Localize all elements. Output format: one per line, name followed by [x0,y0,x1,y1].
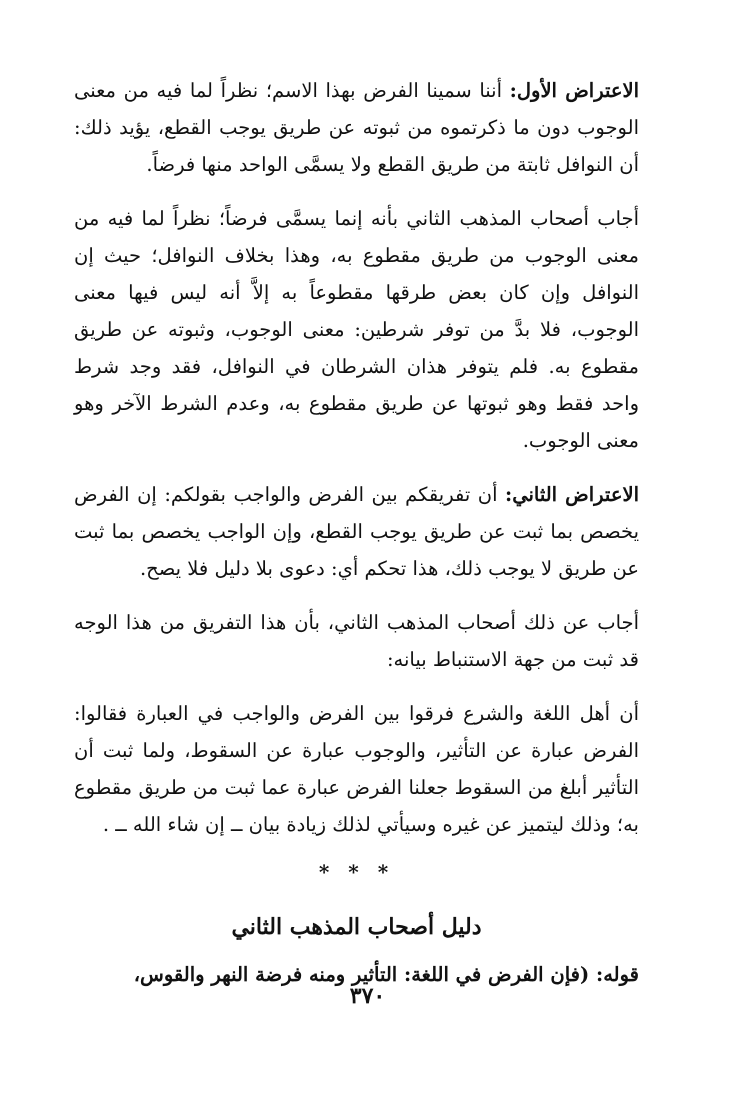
paragraph-explanation [74,695,639,843]
paragraph-answer-1 [74,200,639,459]
page-number: ٣٧٠ [349,983,386,1009]
page-body [74,72,639,993]
objection-1-text: أننا سمينا الفرض بهذا الاسم؛ نظراً لما فيه من معنى الوجوب دون ما ذكرتموه من ثبوته عن طريق يوجب القطع، يؤيد ذلك: أن النوافل ثابتة من طريق القطع ولا يسمَّى الواحد منها فرضاً. [74,79,639,176]
paragraph-objection-2 [74,476,639,587]
explanation-text: أن أهل اللغة والشرع فرقوا بين الفرض والواجب في العبارة فقالوا: الفرض عبارة عن التأثير، والوجوب عبارة عن السقوط، ولما ثبت أن التأثير أبلغ من السقوط جعلنا الفرض عبارة عما ثبت من طريق مقطوع به؛ وذلك ليتميز عن غيره وسيأتي لذلك زيادة بيان ــ إن شاء الله ــ . [74,702,639,836]
section-separator: * * * [318,860,395,884]
answer-2-text: أجاب عن ذلك أصحاب المذهب الثاني، بأن هذا التفريق من هذا الوجه قد ثبت من جهة الاستنباط بيانه: [74,611,639,671]
objection-2-label: الاعتراض الثاني: [505,483,639,506]
paragraph-objection-1 [74,72,639,183]
section-heading: دليل أصحاب المذهب الثاني [231,914,482,940]
objection-2-text: أن تفريقكم بين الفرض والواجب بقولكم: إن الفرض يخصص بما ثبت عن طريق يوجب القطع، وإن الواجب يخصص بما ثبت عن طريق لا يوجب ذلك، هذا تحكم أي: دعوى بلا دليل فلا يصح. [74,483,639,580]
quote-label: قوله: [596,963,639,986]
answer-1-text: أجاب أصحاب المذهب الثاني بأنه إنما يسمَّى فرضاً؛ نظراً لما فيه من معنى الوجوب من طريق مقطوع به، وهذا بخلاف النوافل؛ حيث إن النوافل وإن كان بعض طرقها مقطوعاً به إلاَّ أنه ليس فيها معنى الوجوب، فلا بدَّ من توفر شرطين: معنى الوجوب، وثبوته عن طريق مقطوع به. فلم يتوفر هذان الشرطان في النوافل، فقد وجد شرط واحد فقط وهو ثبوتها عن طريق مقطوع به، وعدم الشرط الآخر وهو معنى الوجوب. [74,207,640,452]
paragraph-answer-2 [74,604,639,678]
objection-1-label: الاعتراض الأول: [509,79,640,102]
quote-text: (فإن الفرض في اللغة: التأثير ومنه فرضة النهر والقوس، [133,963,596,986]
